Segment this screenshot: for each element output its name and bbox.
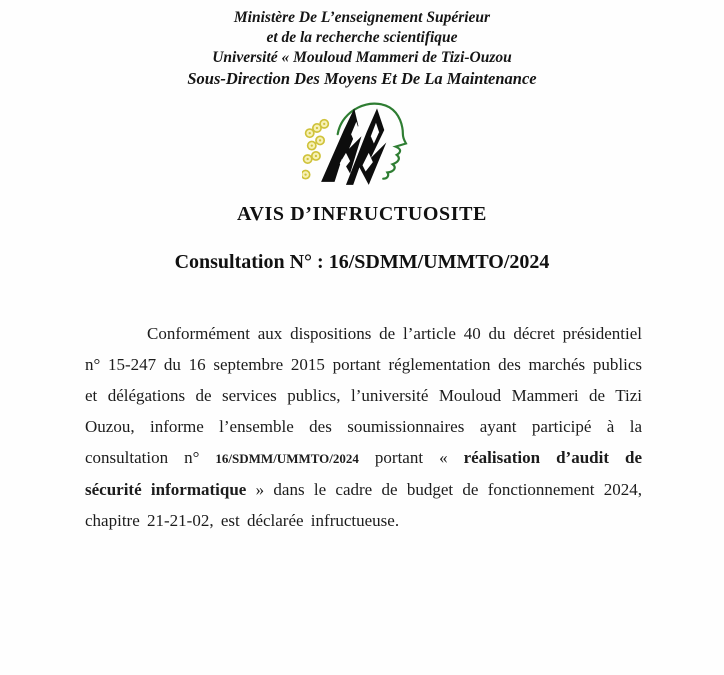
logo-container — [0, 99, 724, 187]
letterhead — [0, 0, 724, 89]
body-text-1: Conformément aux dispositions de l’article 40 du décret présidentiel n° 15-247 du 16 septembre 2015 portant réglementation des marchés publics et délégations de services publics, l’université Mouloud Mammeri de Tizi Ouzou, informe l’ensemble des soumissionnaires ayant participé à la consultation n° — [85, 324, 642, 467]
body-text-3: » dans le cadre de budget de fonctionnement 2024, chapitre 21-21-02, est déclarée infructueuse. — [85, 480, 642, 530]
research-line: et de la recherche scientifique — [266, 29, 458, 46]
body-text-2: portant « — [358, 448, 464, 467]
subject-bold-text: réalisation d’audit de sécurité informatique — [85, 448, 643, 499]
university-line: Université « Mouloud Mammeri de Tizi-Ouzou — [212, 49, 512, 66]
consultation-reference: 16/SDMM/UMMTO/2024 — [215, 451, 359, 466]
sub-direction-line: Sous-Direction Des Moyens Et De La Maintenance — [187, 69, 537, 88]
notice-title: AVIS D’INFRUCTUOSITE — [236, 203, 488, 225]
ministry-line: Ministère De L’enseignement Supérieur — [233, 9, 491, 26]
consultation-number-title: Consultation N° : 16/SDMM/UMMTO/2024 — [174, 251, 550, 273]
notice-body — [85, 318, 642, 536]
ummto-logo-icon — [302, 99, 422, 187]
olive-rings — [302, 120, 328, 179]
